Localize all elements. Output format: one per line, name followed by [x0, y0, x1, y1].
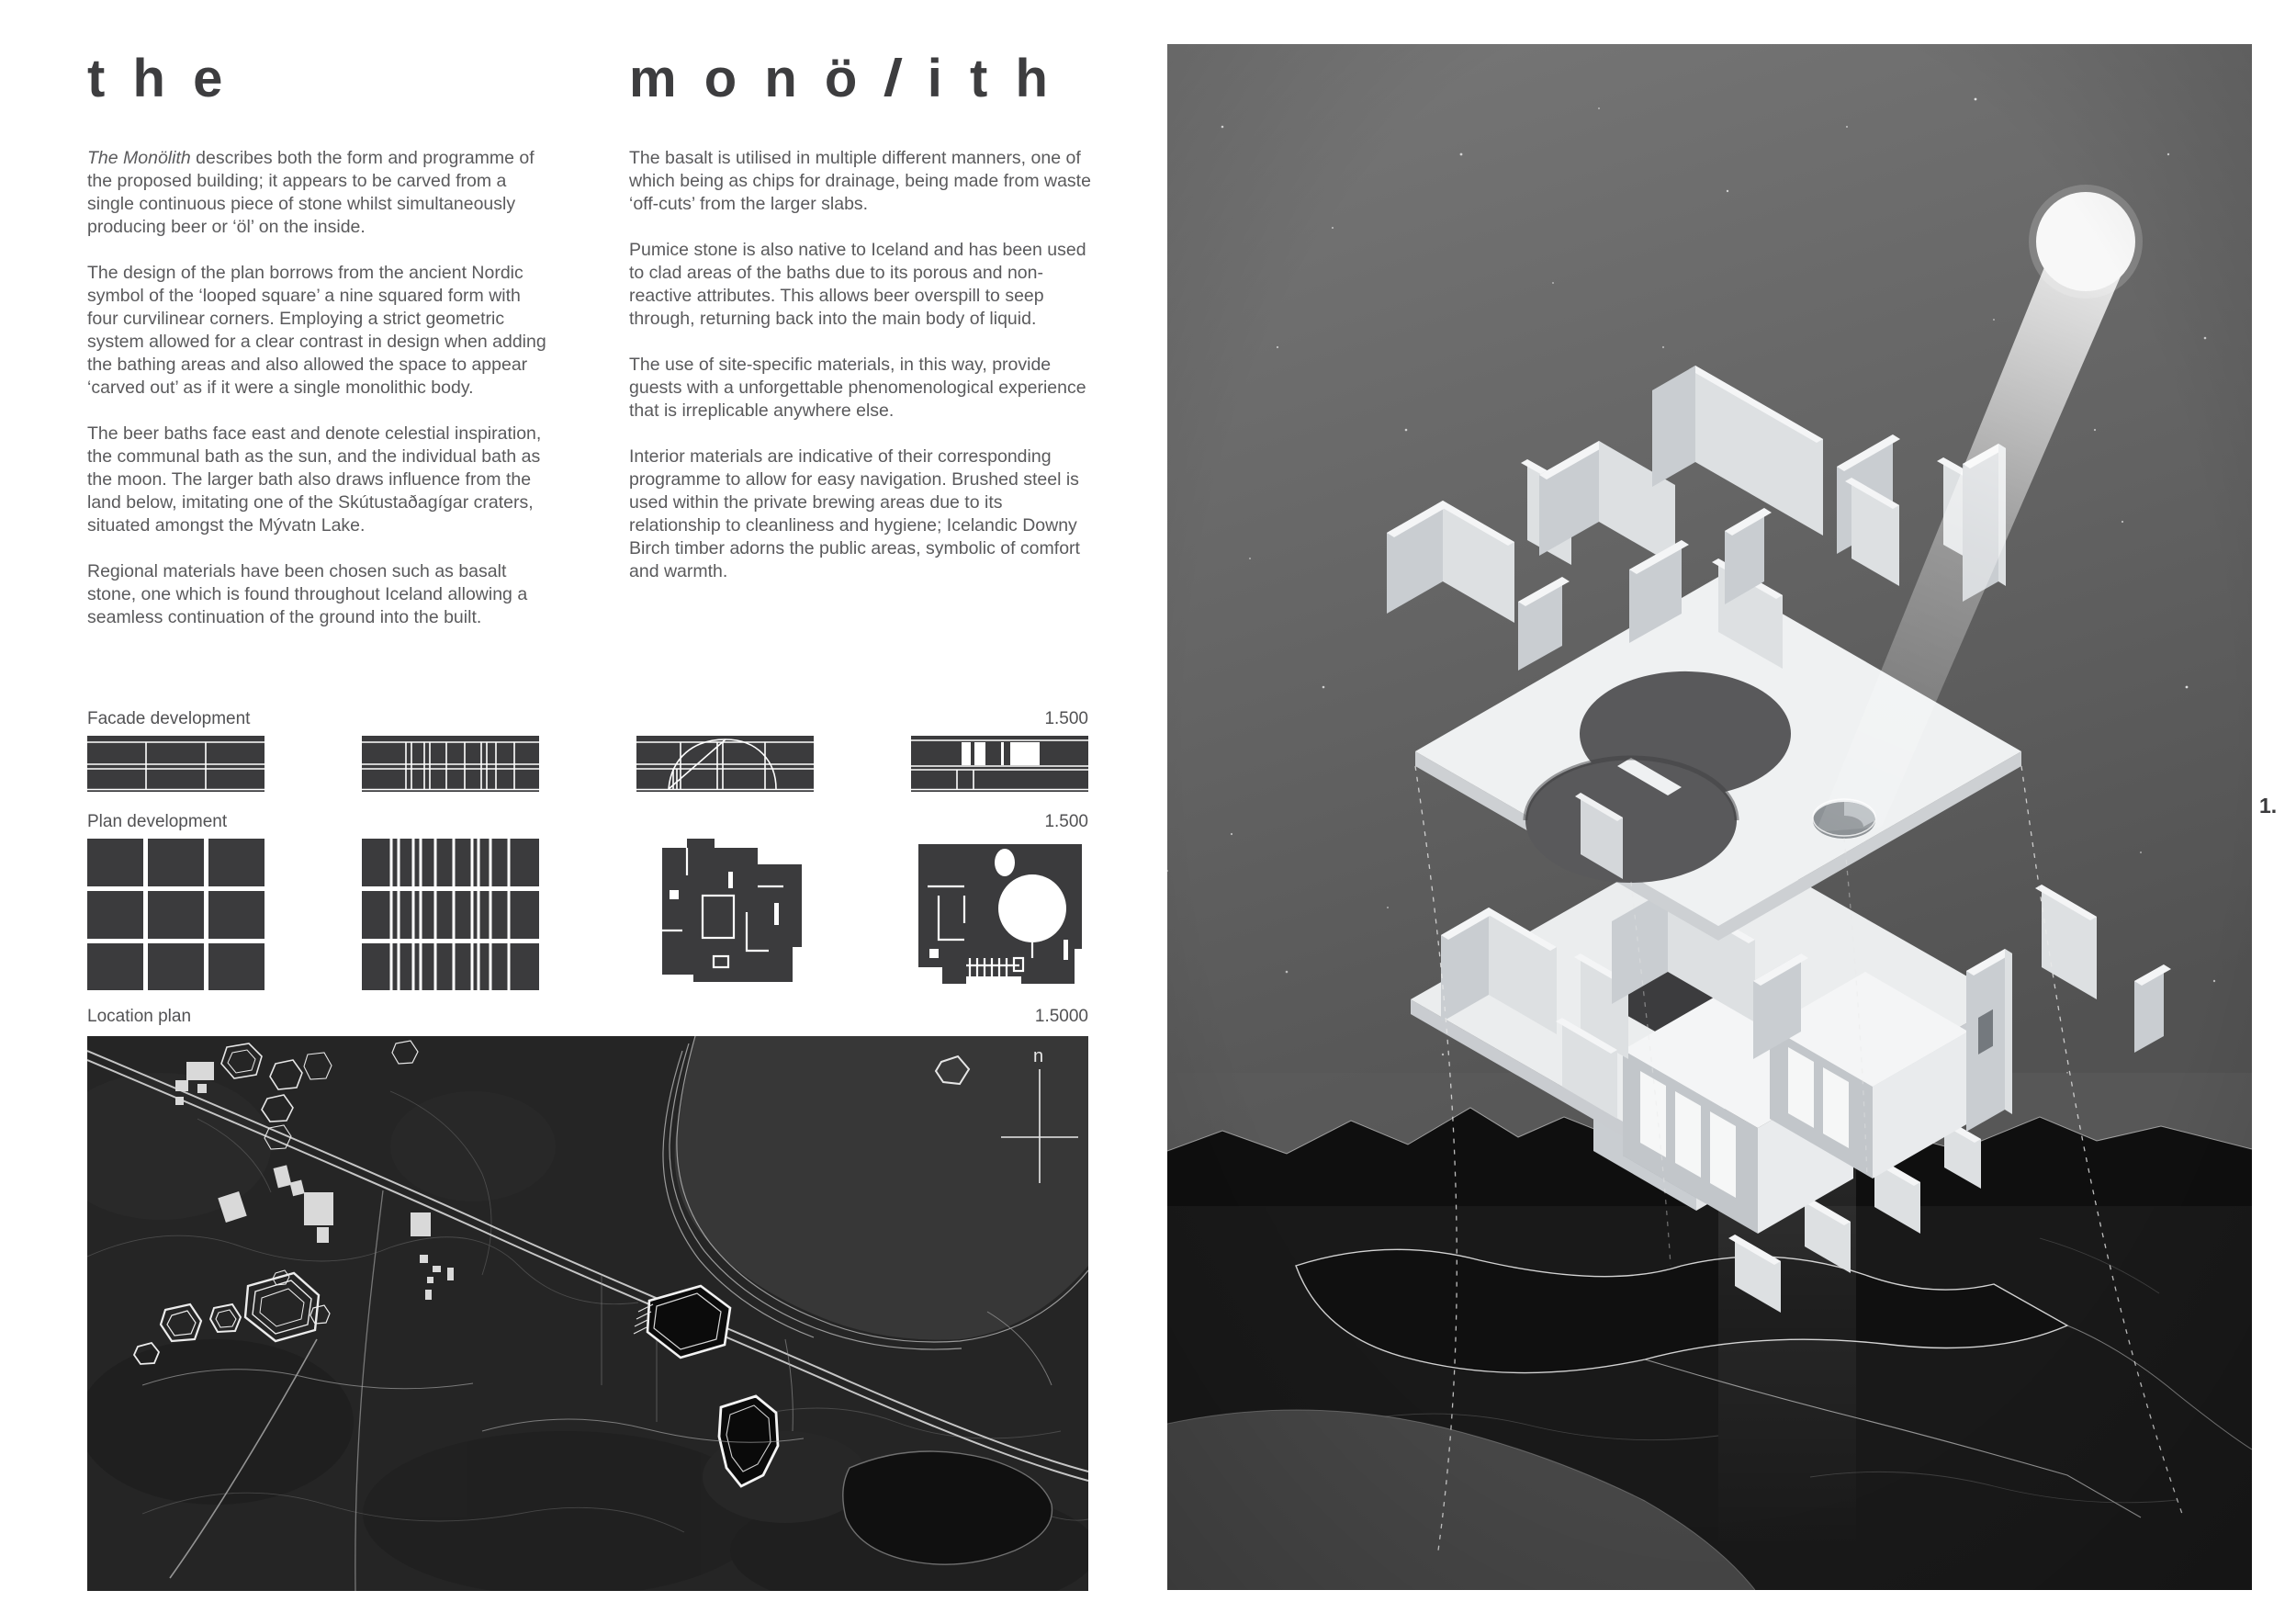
- facade-diagram-1: [87, 736, 264, 792]
- axonometric-illustration: [1167, 44, 2252, 1590]
- page-title-word-monolith: [629, 48, 1075, 109]
- scale-label: 1.5000: [1034, 1007, 1088, 1026]
- plan-diagram-2: [362, 839, 539, 990]
- paragraph: The Monölith describes both the form and programme of the proposed building; it appears to be carved from a single continuous piece of stone whilst simultaneously producing beer or ‘öl’ on the inside.: [87, 148, 535, 237]
- section-label: Location plan: [87, 1007, 192, 1026]
- title-part-post: ith: [927, 49, 1076, 108]
- italic-lead: The Monölith: [87, 148, 191, 168]
- north-label: n: [1033, 1046, 1044, 1066]
- paragraph: Regional materials have been chosen such as basalt stone, one which is found throughout Iceland allowing a seamless continuation of the ground into the built.: [87, 561, 528, 627]
- plan-diagram-row: [87, 839, 1088, 990]
- plan-diagram-3: [636, 839, 814, 990]
- facade-development-header: [87, 709, 1088, 729]
- section-label: Facade development: [87, 709, 251, 728]
- text-column-left: [87, 147, 551, 652]
- facade-diagram-row: [87, 736, 1088, 792]
- section-label: Plan development: [87, 812, 228, 831]
- paragraph: Pumice stone is also native to Iceland and has been used to clad areas of the baths due to its porous and non-reactive attributes. This allows beer overspill to seep through, returning back into the main body of liquid.: [629, 240, 1086, 329]
- paragraph: The basalt is utilised in multiple different manners, one of which being as chips for drainage, being made from waste ‘off-cuts’ from the larger slabs.: [629, 148, 1091, 214]
- text-column-right: [629, 147, 1093, 606]
- plan-diagram-4: [911, 839, 1088, 990]
- paragraph: The beer baths face east and denote celestial inspiration, the communal bath as the sun, and the individual bath as the moon. The larger bath also draws influence from the land below, imitating one of the Skútustaðagígar craters, situated amongst the Mývatn Lake.: [87, 423, 542, 536]
- facade-diagram-4: [911, 736, 1088, 792]
- exploded-axonometric-panel: [1167, 44, 2252, 1590]
- location-plan-header: [87, 1007, 1088, 1027]
- scale-label: 1.500: [1044, 709, 1088, 728]
- title-part-pre: monö: [629, 49, 885, 108]
- plan-diagram-1: [87, 839, 264, 990]
- plan-development-header: [87, 812, 1088, 832]
- page-number: 1.: [2259, 794, 2278, 818]
- paragraph: The use of site-specific materials, in this way, provide guests with a unforgettable phenomenological experience that is irreplicable anywhere else.: [629, 355, 1086, 421]
- paragraph: The design of the plan borrows from the ancient Nordic symbol of the ‘looped square’ a nine squared form with four curvilinear corners. Employing a strict geometric system allowed for a clear contrast in design when adding the bathing areas and also allowed the space to appear ‘carved out’ as if it were a single monolithic body.: [87, 263, 546, 398]
- facade-diagram-2: [362, 736, 539, 792]
- page-title-word-the: the: [87, 49, 251, 108]
- site-map-image: [87, 1036, 1088, 1591]
- location-plan-map: [87, 1036, 1088, 1591]
- paragraph: Interior materials are indicative of their corresponding programme to allow for easy navigation. Brushed steel is used within the private brewing areas due to its relationship to cleanliness and hygiene; Icelandic Downy Birch timber adorns the public areas, symbolic of comfort and warmth.: [629, 446, 1080, 581]
- title-slanted-l: l: [876, 49, 937, 108]
- scale-label: 1.500: [1044, 812, 1088, 831]
- facade-diagram-3: [636, 736, 814, 792]
